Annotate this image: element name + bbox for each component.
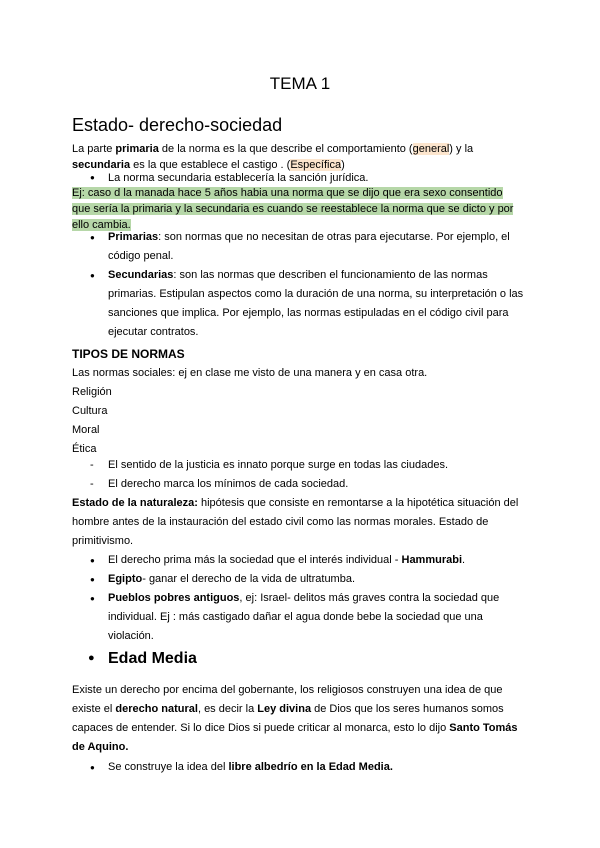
tipos-list: Las normas sociales: ej en clase me visto de una manera y en casa otra. Religión Cultura Moral Ética	[72, 367, 428, 455]
bullet-icon: ●	[90, 271, 95, 280]
paragraph-primaria: La parte primaria de la norma es la que describe el comportamiento (general) y la secundaria es la que establece el castigo . (Específica)	[72, 143, 474, 171]
dash-marker: -	[90, 478, 94, 490]
bullet-icon: ●	[90, 233, 95, 242]
bullet-secundarias: Secundarias: son las normas que describen el funcionamiento de las normas primarias. Estipulan aspectos como la duración de una norma, su interpretación o las sanciones que implica. Por ejemplo, las normas estipuladas en el código civil para ejecutar contratos.	[108, 269, 524, 338]
page-title: TEMA 1	[269, 74, 331, 93]
bullet-pueblos: Pueblos pobres antiguos, ej: Israel- delitos más graves contra la sociedad que individual. Ej : más castigado dañar el agua donde bebe la sociedad que una violación.	[108, 592, 500, 642]
bullet-primarias: Primarias: son normas que no necesitan de otras para ejecutarse. Por ejemplo, el código penal.	[108, 231, 510, 262]
bullet-icon: ●	[90, 763, 95, 772]
paragraph-edad-media: Existe un derecho por encima del gobernante, los religiosos construyen una idea de que existe el derecho natural, es decir la Ley divina de Dios que los seres humanos somos capaces de entender. Si lo dice Dios si puede criticar al monarca, esto lo dijo Santo Tomás de Aquino.	[72, 684, 518, 753]
bullet-icon: ●	[88, 652, 95, 664]
bullet-sancion: ● La norma secundaria establecería la sanción jurídica.	[90, 170, 368, 186]
bullet-icon: ●	[90, 594, 95, 603]
bullet-hammurabi: El derecho prima más la sociedad que el interés individual - Hammurabi.	[108, 554, 466, 566]
bullet-libre-albedrio: Se construye la idea del libre albedrío en la Edad Media.	[108, 761, 393, 773]
section-heading-edad-media: Edad Media	[108, 650, 197, 667]
example-paragraph: Ej: caso d la manada hace 5 años habia una norma que se dijo que era sexo consentido que sería la primaria y la secundaria es cuando se reestablece la norma que se dicto y por ello cambia.	[72, 187, 514, 231]
section-heading-tipos: TIPOS DE NORMAS	[72, 347, 185, 361]
bullet-icon: ●	[90, 556, 95, 565]
dash-item-justicia: El sentido de la justicia es innato porque surge en todas las ciudades.	[108, 459, 448, 471]
paragraph-estado-naturaleza: Estado de la naturaleza: hipótesis que consiste en remontarse a la hipotética situación del hombre antes de la instauración del estado civil como las normas morales. Estado de primitivismo.	[72, 497, 519, 547]
dash-marker: -	[90, 459, 94, 471]
bullet-egipto: Egipto- ganar el derecho de la vida de ultratumba.	[108, 573, 356, 585]
bullet-icon: ●	[90, 575, 95, 584]
section-heading-estado: Estado- derecho-sociedad	[72, 115, 283, 135]
dash-item-minimos: El derecho marca los mínimos de cada sociedad.	[108, 478, 349, 490]
